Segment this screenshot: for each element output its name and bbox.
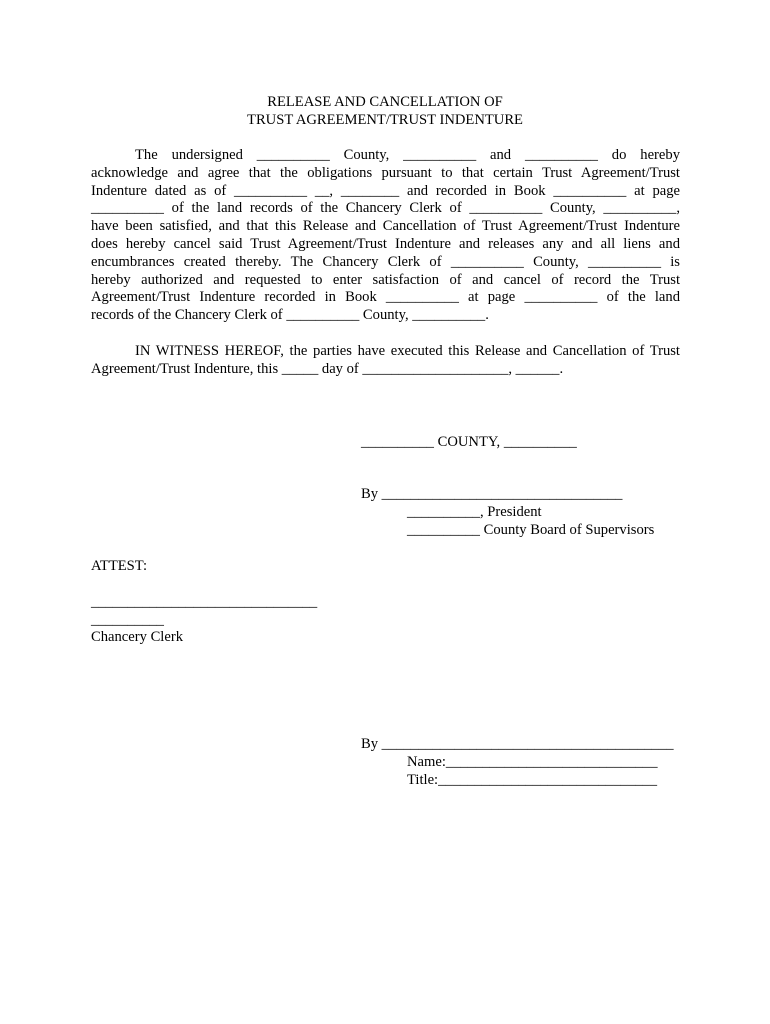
board-of-supervisors-line: __________ County Board of Supervisors [407, 522, 655, 538]
attest-label: ATTEST: [91, 558, 148, 574]
county-signature-line: __________ COUNTY, __________ [361, 434, 577, 450]
paragraph-line: does hereby cancel said Trust Agreement/Trust Indenture and releases any and all liens and [91, 235, 680, 252]
by-signature-line: By _________________________________ [361, 486, 623, 502]
name-line: Name:_____________________________ [407, 754, 658, 770]
paragraph-line: hereby authorized and requested to enter satisfaction of and cancel of record the Trust [91, 271, 680, 288]
paragraph-line: Agreement/Trust Indenture, this _____ day of ____________________, ______. [91, 360, 564, 377]
chancery-clerk-label: Chancery Clerk [91, 629, 183, 645]
document-title-line-2: TRUST AGREEMENT/TRUST INDENTURE [247, 112, 523, 128]
second-by-signature-line: By ________________________________________ [361, 736, 674, 752]
president-line: __________, President [407, 504, 542, 520]
document-title-line-1: RELEASE AND CANCELLATION OF [267, 94, 503, 110]
witness-paragraph [91, 343, 680, 379]
paragraph-line: acknowledge and agree that the obligations pursuant to that certain Trust Agreement/Trust [91, 164, 680, 181]
paragraph-line: The undersigned __________ County, __________ and __________ do hereby [135, 147, 680, 163]
paragraph-line: Agreement/Trust Indenture recorded in Book __________ at page __________ of the land [91, 289, 680, 306]
paragraph-line: Indenture dated as of __________ __, ________ and recorded in Book __________ at page [91, 182, 680, 199]
attest-signature-line: _______________________________ [91, 594, 318, 610]
attest-short-line: __________ [91, 612, 164, 628]
paragraph-line: IN WITNESS HEREOF, the parties have executed this Release and Cancellation of Trust [135, 343, 680, 359]
title-line: Title:______________________________ [407, 772, 658, 788]
paragraph-line: encumbrances created thereby. The Chancery Clerk of __________ County, __________ is [91, 253, 680, 270]
paragraph-line: __________ of the land records of the Chancery Clerk of __________ County, __________, [91, 200, 680, 217]
release-paragraph [91, 147, 680, 325]
paragraph-line: records of the Chancery Clerk of __________ County, __________. [91, 307, 489, 324]
paragraph-line: have been satisfied, and that this Release and Cancellation of Trust Agreement/Trust Indenture [91, 218, 680, 235]
